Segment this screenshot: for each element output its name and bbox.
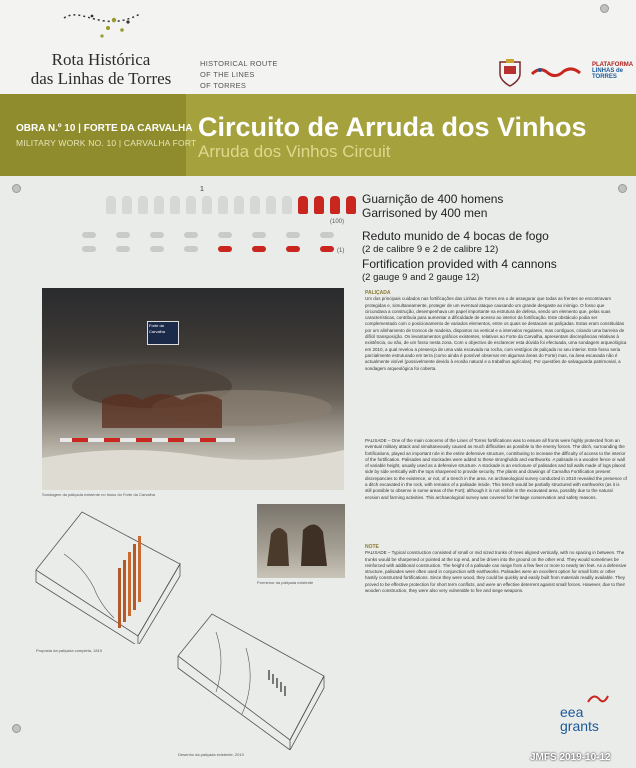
eea-line-2: grants [560, 718, 599, 734]
soldier-icon [218, 196, 228, 214]
soldier-icon [266, 196, 276, 214]
cannon-icon [116, 246, 130, 252]
page-subtitle: Arruda dos Vinhos Circuit [198, 142, 391, 161]
excavation-scene-icon [42, 288, 344, 490]
artillery-count: (1) [337, 248, 345, 254]
soldier-icon [186, 196, 196, 214]
obra-label: OBRA N.º 10 | FORTE DA CARVALHA [16, 123, 193, 134]
palisade-drawing-1 [34, 508, 184, 644]
eea-line-1: eea [560, 704, 584, 720]
route-english [200, 58, 310, 91]
partner-platform [592, 62, 636, 80]
small-photo-caption: Pormenor da paliçada existente [257, 580, 314, 585]
cannon-icon [184, 246, 198, 252]
cannon-icon [252, 232, 266, 238]
sign-text: Forte da Carvalha [149, 323, 166, 334]
cannon-icon [218, 232, 232, 238]
mount-bolt-icon [600, 4, 609, 13]
palisade-detail-photo [257, 504, 345, 578]
mount-bolt-icon [12, 724, 21, 733]
palisade-logs-icon [118, 536, 141, 628]
route-en-line-2: OF THE LINES [200, 70, 255, 79]
artillery-en: Fortification provided with 4 cannons [362, 257, 557, 271]
palicada-text: Um dos principais cuidados nas fortificações das Linhas de Torres era o de assegurar que todas as frentes se encontravam protegidas e, simultaneamente, proteger de um eventual ataque causando um grande desgaste ao inimigo. O fosso que circundava a construção, desempenhava um papel importante na estrutura de defesa, sendo um elemento que, pelas suas características, contribuía para aumentar a dificuldade de acesso ao interior da fortificação. Este obstáculo podia ser complementado com o posicionamento de variados elementos, entre os quais se destacam as paliçadas. Estas eram constituídas por um alinhamento de troncos de madeira, dispostos na vertical e a intervalos regulares, mas contíguos, criando uma barreira de difícil transposição. Os levantamentos gráficos existentes, relativos ao Forte da Carvalha, apresentam discrepâncias relativas à existência, ou não, de um fosso nesta zona. Com o objectivo de esclarecer esta dúvida foi efectuada, uma sondagem arqueológica em 2010, a qual revelou a presença de uma vala escavada na rocha, com vestígios de paliçada no seu interior. Este fosso seria parcialmente estruturado em terra (como ainda é possível observar em algumas áreas do Forte) mas, na área escavada não é actualmente visível (possivelmente devido à erosão natural e a trabalhos agrícolas). Por questões de salvaguarda patrimonial, a sondagem arqueológica foi coberta. [365, 296, 627, 371]
note-title: NOTE [365, 544, 379, 550]
excavation-photo [42, 288, 344, 490]
palisade-en-text: PALISADE – One of the main concerns of the Lines of Torres fortifications was to ensure all fronts were highly protected from an eventual military attack and simultaneously caused as much difficulties as possible to the enemy forces. The ditch, surrounding the fortifications, played an important role in the entire defensive structure, contributing to increase the difficulty of access to the interior of the fortification. Palisades and stockades were added to these strongholds and earthworks. A palisade is a wooden fence or wall of variable height, usually used as a defensive structure. A stockade is an enclosure of palisades and tall walls made of logs placed side by side vertically with the tops sharpened to provide security. The plants and drawings of Carvalha Fortification present discrepancies to the existence, or not, of a trench in the area. An archaeological survey conducted in 2010 revealed the presence of a ditch excavated in the rock, with remains of a palisade inside. This trench would be partially structured with earthworks (as it is still possible to observe in some areas of the Fort); although it is not visible in the excavated area, possibly due to the natural erosion and farming activities. This archaeological survey was covered for heritage conservation and safety reasons. [365, 438, 627, 500]
cannon-icon [320, 232, 334, 238]
soldier-icon [122, 196, 132, 214]
municipal-crest-icon [496, 58, 524, 88]
cannon-icon [116, 232, 130, 238]
cannon-icon [150, 246, 164, 252]
page-title: Circuito de Arruda dos Vinhos [198, 112, 587, 142]
route-en-line-3: OF TORRES [200, 81, 247, 90]
garrison-text [362, 192, 503, 220]
partner-line-1: PLATAFORMA [592, 62, 634, 68]
soldier-icon [330, 196, 340, 214]
soldier-icon [346, 196, 356, 214]
palisade-drawing-2 [176, 612, 328, 750]
cannon-icon [286, 232, 300, 238]
soldier-icon [314, 196, 324, 214]
drawing-2-caption: Desenho da paliçada existente, 2010 [178, 752, 244, 757]
soldier-icon [154, 196, 164, 214]
mount-bolt-icon [618, 184, 627, 193]
cannon-icon [252, 246, 266, 252]
garrison-pt: Guarnição de 400 homens [362, 192, 504, 206]
garrison-en: Garrisoned by 400 men [362, 206, 488, 220]
soldier-icon [202, 196, 212, 214]
artillery-en-detail: (2 gauge 9 and 2 gauge 12) [362, 272, 480, 283]
cannon-icon [218, 246, 232, 252]
soldier-icon [138, 196, 148, 214]
cannon-icon [286, 246, 300, 252]
garrison-marker: 1 [200, 186, 204, 193]
soldier-icon [170, 196, 180, 214]
artillery-pt-detail: (2 de calibre 9 e 2 de calibre 12) [362, 244, 499, 255]
soldier-icon [106, 196, 116, 214]
partner-logo-icon [530, 64, 582, 80]
palicada-title: PALIÇADA [365, 290, 391, 296]
palisade-remains-icon [268, 670, 286, 696]
military-work-label: MILITARY WORK NO. 10 | CARVALHA FORT [16, 138, 197, 148]
soldier-icon [298, 196, 308, 214]
brand-line-1: Rota Histórica [51, 50, 151, 69]
mount-bolt-icon [12, 184, 21, 193]
soldier-icon [250, 196, 260, 214]
soldier-icon [234, 196, 244, 214]
route-logo-icon [62, 4, 142, 46]
cannon-icon [320, 246, 334, 252]
photo-caption: Sondagem da paliçada existente no fosso do Forte da Carvalha [42, 492, 155, 497]
cannon-icon [150, 232, 164, 238]
brand-line-2: das Linhas de Torres [30, 69, 172, 88]
artillery-pt: Reduto munido de 4 bocas de fogo [362, 229, 549, 243]
eea-wave-icon [586, 692, 610, 706]
garrison-count: (100) [330, 219, 345, 225]
note-section [365, 544, 627, 608]
cannon-icon [82, 232, 96, 238]
excavation-sign [147, 321, 179, 345]
soldier-icon [282, 196, 292, 214]
title-band-left [0, 94, 186, 176]
cannon-icon [184, 232, 198, 238]
palisade-stumps-icon [257, 504, 345, 578]
brand-name [16, 50, 186, 88]
artillery-text [362, 229, 557, 285]
partner-line-2: LINHAS de TORRES [592, 68, 624, 80]
eea-grants-logo [560, 705, 599, 733]
palisade-en-section [365, 438, 627, 538]
palicada-pt-section [365, 290, 627, 430]
cannon-icon [82, 246, 96, 252]
photo-watermark: JMFS 2019-10-12 [530, 752, 611, 763]
route-en-line-1: HISTORICAL ROUTE [200, 59, 278, 68]
note-text: PALISADE – Typical construction consisted of small or mid sized trunks of trees aligned vertically, with no spacing in between. The trunks would be sharpened or pointed at the top end, and be driven into the ground on the other end. They would sometimes be reinforced with additional construction. The height of a palisade can range from a few feet or more to nearly ten feet. As a defensive structure, palisades were often used in conjunction with earthworks. Palisades were an excellent option for small forts or other hastily constructed fortifications. Since they were wood, they could be quickly and easily built from materials readily available. They proved to be effective protection for short term conflicts, and were an effective deterrent against small forces. However, due to their wooden construction, they were also very vulnerable to fire and siege weapons. [365, 550, 627, 594]
drawing-1-caption: Proposta da paliçada completa, 1810 [36, 648, 103, 653]
